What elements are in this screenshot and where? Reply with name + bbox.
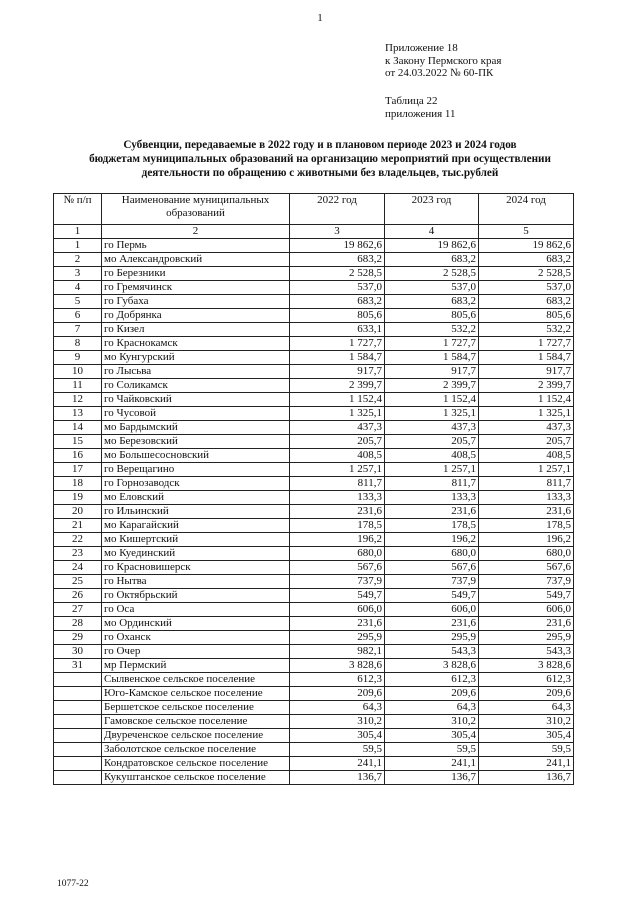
table-body [54,239,574,785]
cell-2024: 209,6 [479,687,574,701]
cell-2024: 805,6 [479,309,574,323]
cell-2024: 19 862,6 [479,239,574,253]
cell-name: го Березники [102,267,290,281]
cell-name: го Оханск [102,631,290,645]
table-row [54,687,574,701]
cell-2024: 196,2 [479,533,574,547]
cell-name: го Пермь [102,239,290,253]
table-ref-line: приложения 11 [385,107,456,120]
subsidies-table [53,193,574,785]
cell-2022: 917,7 [290,365,385,379]
cell-num [54,687,102,701]
table-row [54,617,574,631]
cell-2022: 231,6 [290,505,385,519]
cell-num [54,757,102,771]
cell-2022: 1 325,1 [290,407,385,421]
cell-num: 23 [54,547,102,561]
cell-num: 11 [54,379,102,393]
cell-num [54,729,102,743]
cell-2024: 1 257,1 [479,463,574,477]
cell-2023: 683,2 [385,253,479,267]
cell-name: Юго-Камское сельское поселение [102,687,290,701]
table-row [54,477,574,491]
cell-name: го Гремячинск [102,281,290,295]
cell-name: Кондратовское сельское поселение [102,757,290,771]
cell-num: 2 [54,253,102,267]
table-row [54,701,574,715]
cell-2023: 136,7 [385,771,479,785]
cell-2024: 1 727,7 [479,337,574,351]
cell-2024: 2 528,5 [479,267,574,281]
table-row [54,743,574,757]
cell-2022: 567,6 [290,561,385,575]
column-number: 3 [290,225,385,239]
cell-2022: 606,0 [290,603,385,617]
table-row [54,337,574,351]
cell-name: мо Еловский [102,491,290,505]
cell-2022: 982,1 [290,645,385,659]
table-row [54,379,574,393]
table-row [54,351,574,365]
cell-2024: 680,0 [479,547,574,561]
cell-2024: 437,3 [479,421,574,435]
cell-2023: 567,6 [385,561,479,575]
table-row [54,421,574,435]
table-row [54,407,574,421]
cell-num: 29 [54,631,102,645]
cell-2024: 1 584,7 [479,351,574,365]
cell-name: го Соликамск [102,379,290,393]
cell-num: 10 [54,365,102,379]
table-row [54,603,574,617]
table-row [54,309,574,323]
cell-2023: 2 528,5 [385,267,479,281]
table-row [54,519,574,533]
cell-2022: 3 828,6 [290,659,385,673]
cell-2023: 612,3 [385,673,479,687]
table-row [54,267,574,281]
cell-2024: 2 399,7 [479,379,574,393]
cell-2022: 1 727,7 [290,337,385,351]
cell-2023: 231,6 [385,617,479,631]
cell-num: 1 [54,239,102,253]
cell-name: Сылвенское сельское поселение [102,673,290,687]
cell-name: го Верещагино [102,463,290,477]
cell-2024: 737,9 [479,575,574,589]
cell-num: 4 [54,281,102,295]
cell-2023: 310,2 [385,715,479,729]
cell-2024: 231,6 [479,505,574,519]
header-2023: 2023 год [385,194,479,225]
cell-2023: 3 828,6 [385,659,479,673]
cell-2023: 532,2 [385,323,479,337]
cell-name: мо Бардымский [102,421,290,435]
appendix-line: от 24.03.2022 № 60-ПК [385,67,494,79]
cell-2022: 683,2 [290,253,385,267]
cell-num: 14 [54,421,102,435]
cell-2023: 917,7 [385,365,479,379]
table-row [54,561,574,575]
cell-name: го Октябрьский [102,589,290,603]
cell-2022: 241,1 [290,757,385,771]
cell-name: Двуреченское сельское поселение [102,729,290,743]
cell-name: Бершетское сельское поселение [102,701,290,715]
cell-2024: 295,9 [479,631,574,645]
cell-name: го Очер [102,645,290,659]
table-row [54,491,574,505]
cell-num [54,743,102,757]
cell-name: го Губаха [102,295,290,309]
appendix-line: Приложение 18 [385,42,458,54]
cell-2024: 606,0 [479,603,574,617]
header-num: № п/п [54,194,102,225]
cell-num: 3 [54,267,102,281]
cell-2024: 917,7 [479,365,574,379]
cell-2023: 549,7 [385,589,479,603]
cell-2022: 2 399,7 [290,379,385,393]
cell-2022: 680,0 [290,547,385,561]
cell-2022: 305,4 [290,729,385,743]
cell-2024: 1 325,1 [479,407,574,421]
header-name: Наименование муниципальных образований [102,194,290,225]
cell-name: мо Куединский [102,547,290,561]
cell-2023: 59,5 [385,743,479,757]
cell-num: 18 [54,477,102,491]
table-ref-line: Таблица 22 [385,95,438,107]
table-row [54,757,574,771]
cell-2023: 64,3 [385,701,479,715]
cell-2023: 178,5 [385,519,479,533]
cell-2023: 209,6 [385,687,479,701]
table-row [54,715,574,729]
cell-name: го Кизел [102,323,290,337]
table-row [54,505,574,519]
cell-2024: 136,7 [479,771,574,785]
cell-2023: 683,2 [385,295,479,309]
cell-num: 20 [54,505,102,519]
cell-2022: 1 152,4 [290,393,385,407]
cell-name: мо Большесосновский [102,449,290,463]
cell-2024: 612,3 [479,673,574,687]
cell-2022: 178,5 [290,519,385,533]
cell-2022: 437,3 [290,421,385,435]
cell-name: Гамовское сельское поселение [102,715,290,729]
cell-2024: 1 152,4 [479,393,574,407]
cell-num: 5 [54,295,102,309]
appendix-reference [385,42,501,80]
table-row [54,239,574,253]
cell-2022: 1 257,1 [290,463,385,477]
cell-num [54,771,102,785]
cell-2024: 408,5 [479,449,574,463]
cell-num: 17 [54,463,102,477]
cell-num: 27 [54,603,102,617]
cell-2024: 549,7 [479,589,574,603]
cell-num: 25 [54,575,102,589]
cell-2022: 612,3 [290,673,385,687]
cell-num: 15 [54,435,102,449]
cell-num: 24 [54,561,102,575]
cell-2023: 231,6 [385,505,479,519]
cell-2023: 205,7 [385,435,479,449]
cell-2023: 811,7 [385,477,479,491]
cell-2022: 19 862,6 [290,239,385,253]
cell-2022: 537,0 [290,281,385,295]
table-row [54,281,574,295]
column-number: 1 [54,225,102,239]
table-row [54,659,574,673]
cell-2024: 305,4 [479,729,574,743]
cell-num: 6 [54,309,102,323]
cell-2023: 19 862,6 [385,239,479,253]
cell-2022: 295,9 [290,631,385,645]
cell-2024: 3 828,6 [479,659,574,673]
cell-name: мо Кунгурский [102,351,290,365]
cell-num: 9 [54,351,102,365]
cell-2023: 1 727,7 [385,337,479,351]
cell-2022: 408,5 [290,449,385,463]
cell-2023: 437,3 [385,421,479,435]
cell-name: мо Карагайский [102,519,290,533]
cell-name: го Нытва [102,575,290,589]
header-2022: 2022 год [290,194,385,225]
cell-2023: 295,9 [385,631,479,645]
cell-2022: 205,7 [290,435,385,449]
cell-name: мо Кишертский [102,533,290,547]
cell-2024: 683,2 [479,295,574,309]
cell-num: 13 [54,407,102,421]
cell-2024: 543,3 [479,645,574,659]
cell-name: го Лысьва [102,365,290,379]
cell-2022: 231,6 [290,617,385,631]
cell-2022: 549,7 [290,589,385,603]
cell-2022: 64,3 [290,701,385,715]
table-row [54,463,574,477]
cell-num [54,701,102,715]
cell-num: 21 [54,519,102,533]
cell-2023: 241,1 [385,757,479,771]
cell-name: мр Пермский [102,659,290,673]
cell-name: го Красновишерск [102,561,290,575]
cell-2022: 209,6 [290,687,385,701]
table-row [54,365,574,379]
table-row [54,435,574,449]
table-row [54,575,574,589]
cell-num: 26 [54,589,102,603]
cell-2024: 537,0 [479,281,574,295]
table-row [54,393,574,407]
cell-num [54,673,102,687]
table-row [54,771,574,785]
cell-2022: 1 584,7 [290,351,385,365]
cell-2024: 231,6 [479,617,574,631]
table-row [54,645,574,659]
table-reference [385,95,456,120]
cell-2024: 241,1 [479,757,574,771]
cell-2024: 178,5 [479,519,574,533]
cell-2023: 1 257,1 [385,463,479,477]
cell-num: 31 [54,659,102,673]
cell-name: го Оса [102,603,290,617]
table-header-row [54,194,574,225]
cell-num: 16 [54,449,102,463]
cell-2023: 408,5 [385,449,479,463]
cell-2023: 680,0 [385,547,479,561]
cell-2022: 737,9 [290,575,385,589]
cell-2022: 136,7 [290,771,385,785]
cell-2024: 205,7 [479,435,574,449]
column-number-row [54,225,574,239]
page-number: 1 [317,12,323,24]
cell-name: мо Березовский [102,435,290,449]
cell-num: 22 [54,533,102,547]
cell-name: го Добрянка [102,309,290,323]
cell-num [54,715,102,729]
cell-2022: 811,7 [290,477,385,491]
cell-2023: 305,4 [385,729,479,743]
table-row [54,729,574,743]
cell-num: 19 [54,491,102,505]
cell-name: Кукуштанское сельское поселение [102,771,290,785]
cell-2024: 64,3 [479,701,574,715]
cell-2024: 532,2 [479,323,574,337]
cell-2023: 133,3 [385,491,479,505]
cell-2024: 811,7 [479,477,574,491]
column-number: 4 [385,225,479,239]
cell-2022: 805,6 [290,309,385,323]
cell-2024: 133,3 [479,491,574,505]
cell-2023: 805,6 [385,309,479,323]
cell-name: го Краснокамск [102,337,290,351]
cell-num: 30 [54,645,102,659]
cell-2022: 2 528,5 [290,267,385,281]
cell-name: Заболотское сельское поселение [102,743,290,757]
cell-name: го Горнозаводск [102,477,290,491]
table-row [54,533,574,547]
cell-2022: 310,2 [290,715,385,729]
cell-num: 28 [54,617,102,631]
cell-2023: 1 325,1 [385,407,479,421]
table-row [54,547,574,561]
cell-num: 8 [54,337,102,351]
cell-2023: 543,3 [385,645,479,659]
cell-2024: 683,2 [479,253,574,267]
appendix-line: к Закону Пермского края [385,54,502,67]
title-line: бюджетам муниципальных образований на организацию мероприятий при осуществлении [89,153,551,165]
footer-code: 1077-22 [57,879,89,889]
document-title [0,138,640,180]
table-row [54,323,574,337]
cell-num: 7 [54,323,102,337]
cell-2022: 133,3 [290,491,385,505]
table-row [54,673,574,687]
cell-name: мо Ординский [102,617,290,631]
cell-2022: 633,1 [290,323,385,337]
cell-2022: 683,2 [290,295,385,309]
cell-2023: 2 399,7 [385,379,479,393]
cell-2023: 737,9 [385,575,479,589]
header-2024: 2024 год [479,194,574,225]
cell-2022: 59,5 [290,743,385,757]
table-row [54,449,574,463]
title-line: Субвенции, передаваемые в 2022 году и в плановом периоде 2023 и 2024 годов [123,139,517,151]
cell-name: го Чайковский [102,393,290,407]
column-number: 2 [102,225,290,239]
table-row [54,589,574,603]
cell-2022: 196,2 [290,533,385,547]
table-row [54,295,574,309]
cell-name: мо Александровский [102,253,290,267]
cell-name: го Чусовой [102,407,290,421]
cell-num: 12 [54,393,102,407]
cell-2024: 310,2 [479,715,574,729]
cell-2023: 1 584,7 [385,351,479,365]
table-row [54,631,574,645]
cell-2023: 537,0 [385,281,479,295]
cell-2024: 567,6 [479,561,574,575]
table-row [54,253,574,267]
column-number: 5 [479,225,574,239]
title-line: деятельности по обращению с животными без владельцев, тыс.рублей [141,167,499,179]
cell-2023: 196,2 [385,533,479,547]
cell-2024: 59,5 [479,743,574,757]
cell-2023: 606,0 [385,603,479,617]
cell-name: го Ильинский [102,505,290,519]
cell-2023: 1 152,4 [385,393,479,407]
